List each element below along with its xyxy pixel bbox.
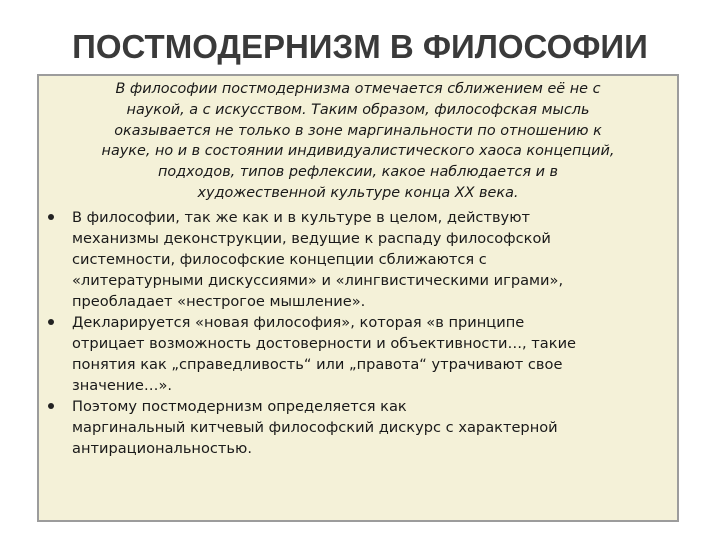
bullet-item-deconstruction (39, 207, 677, 312)
bullet-item-new-philosophy (39, 312, 677, 396)
bullet-line: Декларируется «новая философия», которая «в принципе (72, 314, 525, 331)
bullet-line: маргинальный китчевый философский дискурс с характерной (72, 419, 558, 436)
bullet-line: преобладает «нестрогое мышление». (72, 293, 366, 310)
intro-line: В философии постмодернизма отмечается сближением её не с (115, 81, 601, 97)
bullet-icon (48, 403, 54, 409)
intro-line: науке, но и в состоянии индивидуалистического хаоса концепций, (101, 143, 615, 160)
bullet-line: отрицает возможность достоверности и объективности…, такие (72, 335, 577, 352)
bullet-line: понятия как „справедливость“ или „правота“ утрачивают свое (72, 356, 563, 373)
intro-line: оказывается не только в зоне маргинальности по отношению к (114, 122, 602, 139)
bullet-line: антирациональностью. (72, 440, 252, 457)
slide-title: ПОСТМОДЕРНИЗМ В ФИЛОСОФИИ (72, 28, 648, 65)
intro-line: художественной культуре конца XX века. (197, 184, 519, 201)
intro-paragraph (39, 79, 677, 204)
bullet-line: механизмы деконструкции, ведущие к распаду философской (72, 230, 551, 247)
bullet-icon (48, 214, 54, 220)
bullet-list (39, 207, 677, 459)
bullet-item-definition (39, 396, 677, 459)
intro-line: наукой, а с искусством. Таким образом, философская мысль (126, 101, 590, 118)
bullet-line: Поэтому постмодернизм определяется как (72, 398, 407, 415)
bullet-icon (48, 319, 54, 325)
bullet-line: «литературными дискуссиями» и «лингвистическими играми», (72, 272, 564, 289)
content-box (37, 74, 679, 522)
bullet-line: системности, философские концепции сближаются с (72, 251, 487, 268)
bullet-line: В философии, так же как и в культуре в целом, действуют (72, 209, 530, 226)
bullet-line: значение…». (72, 377, 173, 394)
intro-line: подходов, типов рефлексии, какое наблюдается и в (157, 164, 559, 181)
